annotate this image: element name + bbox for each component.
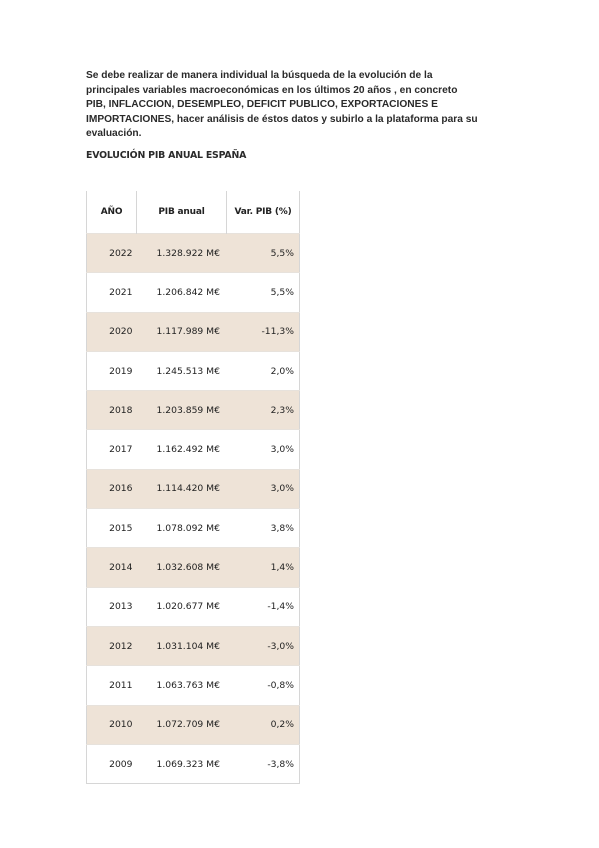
cell-gdp: 1.063.763 M€ (137, 666, 227, 705)
cell-gdp-change: -11,3% (227, 312, 300, 351)
table-row (87, 351, 300, 390)
cell-gdp: 1.206.842 M€ (137, 273, 227, 312)
cell-year: 2019 (87, 351, 137, 390)
cell-year: 2012 (87, 626, 137, 665)
table-row (87, 430, 300, 469)
cell-gdp-change: 3,0% (227, 469, 300, 508)
table-row (87, 548, 300, 587)
cell-year: 2022 (87, 234, 137, 273)
cell-gdp-change: 5,5% (227, 273, 300, 312)
cell-year: 2013 (87, 587, 137, 626)
cell-gdp-change: 3,0% (227, 430, 300, 469)
header-gdp-change: Var. PIB (%) (234, 207, 292, 217)
cell-year: 2014 (87, 548, 137, 587)
cell-gdp-change: 1,4% (227, 548, 300, 587)
cell-gdp-change: -3,0% (227, 626, 300, 665)
intro-paragraph (86, 69, 526, 142)
cell-gdp: 1.078.092 M€ (137, 509, 227, 548)
header-gdp: PIB anual (137, 191, 227, 234)
cell-year: 2018 (87, 391, 137, 430)
table-row (87, 744, 300, 783)
cell-gdp-change: 2,3% (227, 391, 300, 430)
cell-gdp-change: -0,8% (227, 666, 300, 705)
cell-gdp: 1.032.608 M€ (137, 548, 227, 587)
cell-gdp: 1.203.859 M€ (137, 391, 227, 430)
table-row (87, 391, 300, 430)
table-body (87, 234, 300, 784)
cell-gdp: 1.114.420 M€ (137, 469, 227, 508)
cell-gdp: 1.245.513 M€ (137, 351, 227, 390)
section-heading: EVOLUCIÓN PIB ANUAL ESPAÑA (86, 150, 247, 161)
cell-year: 2011 (87, 666, 137, 705)
cell-year: 2017 (87, 430, 137, 469)
cell-year: 2009 (87, 744, 137, 783)
cell-gdp-change: 5,5% (227, 234, 300, 273)
cell-gdp: 1.072.709 M€ (137, 705, 227, 744)
table-row (87, 666, 300, 705)
intro-line: PIB, INFLACCION, DESEMPLEO, DEFICIT PUBLICO, EXPORTACIONES E (86, 99, 438, 111)
intro-line: IMPORTACIONES, hacer análisis de éstos datos y subirlo a la plataforma para su (86, 113, 478, 125)
cell-year: 2015 (87, 509, 137, 548)
cell-year: 2010 (87, 705, 137, 744)
cell-gdp-change: -1,4% (227, 587, 300, 626)
cell-gdp: 1.020.677 M€ (137, 587, 227, 626)
cell-gdp: 1.328.922 M€ (137, 234, 227, 273)
table-row (87, 509, 300, 548)
table-row (87, 273, 300, 312)
cell-gdp: 1.031.104 M€ (137, 626, 227, 665)
cell-gdp-change: -3,8% (227, 744, 300, 783)
table-row (87, 469, 300, 508)
intro-line: Se debe realizar de manera individual la búsqueda de la evolución de la (86, 70, 433, 81)
table-row (87, 234, 300, 273)
cell-gdp-change: 2,0% (227, 351, 300, 390)
cell-gdp: 1.069.323 M€ (137, 744, 227, 783)
intro-line: principales variables macroeconómicas en los últimos 20 años , en concreto (86, 84, 458, 96)
intro-line: evaluación. (86, 128, 142, 140)
cell-gdp-change: 3,8% (227, 509, 300, 548)
cell-year: 2016 (87, 469, 137, 508)
table-row (87, 587, 300, 626)
table-row (87, 312, 300, 351)
table-header-row (87, 191, 300, 234)
cell-gdp: 1.162.492 M€ (137, 430, 227, 469)
gdp-table (86, 191, 300, 784)
table-row (87, 626, 300, 665)
cell-year: 2021 (87, 273, 137, 312)
table-row (87, 705, 300, 744)
header-year: AÑO (87, 191, 137, 234)
cell-gdp: 1.117.989 M€ (137, 312, 227, 351)
cell-year: 2020 (87, 312, 137, 351)
cell-gdp-change: 0,2% (227, 705, 300, 744)
